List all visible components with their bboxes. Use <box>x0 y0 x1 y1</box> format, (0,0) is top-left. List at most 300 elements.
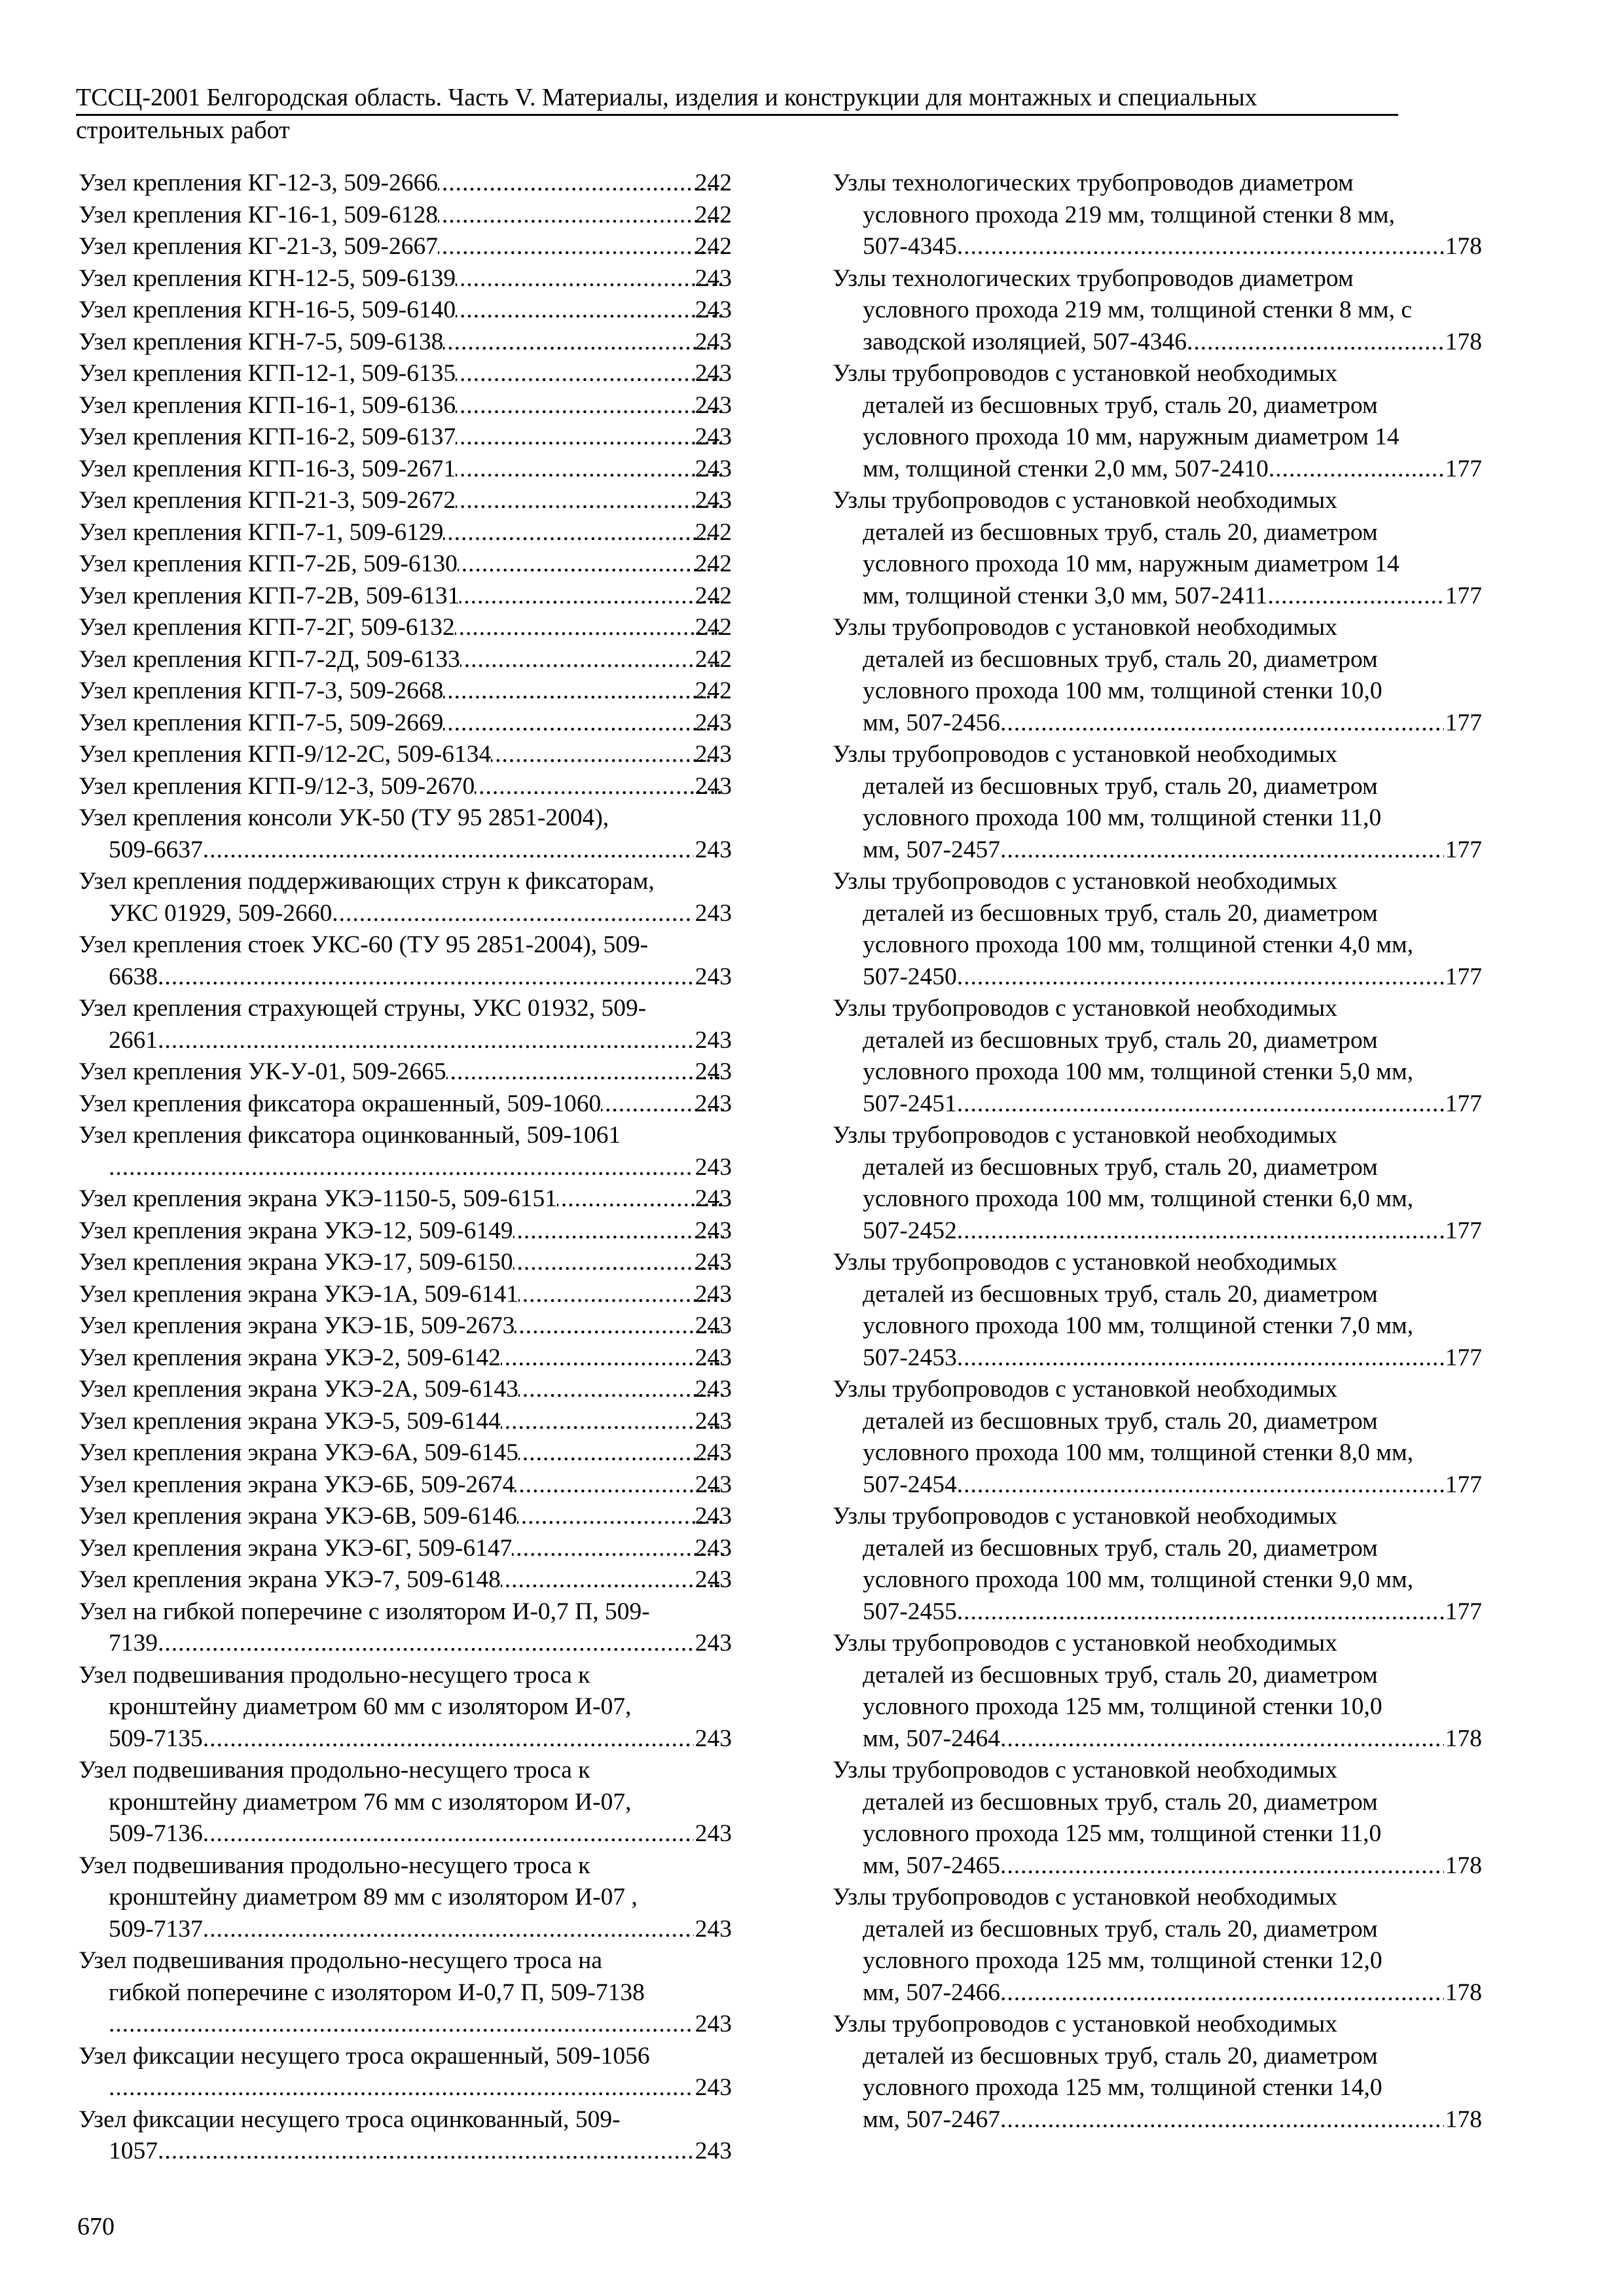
index-entry-text-line: Узел крепления экрана УКЭ-7, 509-6148 <box>79 1566 501 1593</box>
index-entry-text-line: Узлы трубопроводов с установкой необходимых <box>833 995 1338 1022</box>
index-entry <box>79 168 732 200</box>
index-entry-text-line: деталей из бесшовных труб, сталь 20, диаметром <box>863 1153 1378 1181</box>
index-entry-page: 243 <box>695 1725 732 1752</box>
dot-leader <box>957 961 1444 994</box>
index-entry-text-line: Узел крепления экрана УКЭ-1150-5, 509-6151 <box>79 1185 557 1212</box>
dot-leader <box>456 485 724 517</box>
index-entry-text-line: мм, 507-2464 <box>863 1725 1000 1752</box>
index-entry-text-line: Узел крепления экрана УКЭ-1А, 509-6141 <box>79 1280 518 1308</box>
index-entry-text-line: Узел крепления консоли УК-50 (ТУ 95 2851-2004), <box>79 804 609 831</box>
index-entry-text-line: Узел крепления экрана УКЭ-1Б, 509-2673 <box>79 1312 515 1339</box>
dot-leader <box>518 1279 724 1311</box>
index-entry-page: 243 <box>695 264 732 292</box>
index-entry <box>79 612 732 644</box>
dot-leader <box>456 454 724 486</box>
index-entry-text-line: Узел крепления КГП-7-2В, 509-6131 <box>79 582 460 609</box>
index-entry-text-line: мм, 507-2466 <box>863 1979 1000 2006</box>
index-entry-text-line: Узлы трубопроводов с установкой необходимых <box>833 741 1338 768</box>
index-entry <box>833 1628 1482 1755</box>
index-entry-text-line: условного прохода 100 мм, толщиной стенки 4,0 мм, <box>863 931 1414 958</box>
index-entry <box>833 993 1482 1120</box>
index-entry-page: 243 <box>695 1249 732 1276</box>
index-entry <box>79 1533 732 1565</box>
index-entry-text-line: Узлы трубопроводов с установкой необходимых <box>833 1884 1338 1910</box>
index-entry-text-line: Узел крепления стоек УКС-60 (ТУ 95 2851-2004), 509- <box>79 931 649 958</box>
dot-leader <box>443 675 723 708</box>
index-entry-text-line: мм, 507-2467 <box>863 2106 1000 2133</box>
index-entry-text-line: Узел подвешивания продольно-несущего троса к <box>79 1757 590 1784</box>
dot-leader <box>460 581 723 613</box>
index-entry <box>79 708 732 740</box>
index-entry-text-line: деталей из бесшовных труб, сталь 20, диаметром <box>863 899 1378 927</box>
index-entry-text-line: деталей из бесшовных труб, сталь 20, диаметром <box>863 518 1378 546</box>
dot-leader <box>203 1914 694 1946</box>
index-entry-text-line: 2661 <box>109 1026 158 1054</box>
index-entry <box>79 1183 732 1215</box>
index-entry <box>833 1374 1482 1501</box>
index-entry-text-line: Узел подвешивания продольно-несущего троса к <box>79 1852 590 1879</box>
index-entry-text-line: условного прохода 10 мм, наружным диаметром 14 <box>863 550 1399 577</box>
index-entry-text-line: Узел крепления экрана УКЭ-6Б, 509-2674 <box>79 1471 515 1498</box>
index-entry <box>79 2104 732 2168</box>
index-entry-page: 243 <box>695 1503 732 1530</box>
index-entry-text-line: 507-2452 <box>863 1217 957 1244</box>
index-entry <box>79 866 732 929</box>
dot-leader <box>455 612 724 644</box>
index-entry-page: 242 <box>695 614 732 641</box>
index-entry-text-line: Узлы трубопроводов с установкой необходимых <box>833 1376 1338 1403</box>
index-entry-page: 242 <box>695 677 732 704</box>
index-entry-text-line: Узел крепления фиксатора окрашенный, 509-1060 <box>79 1090 602 1117</box>
index-entry-text-line: Узлы трубопроводов с установкой необходимых <box>833 1122 1338 1149</box>
index-entry <box>79 993 732 1056</box>
index-entry <box>79 1755 732 1850</box>
dot-leader <box>456 263 724 295</box>
index-entry-text-line: 509-7135 <box>109 1725 203 1752</box>
index-entry-page: 243 <box>695 1407 732 1435</box>
index-entry-page: 243 <box>695 709 732 736</box>
index-entry <box>79 1596 732 1660</box>
index-column-right <box>833 168 1482 2136</box>
index-entry-page: 243 <box>695 1439 732 1466</box>
index-entry-text-line: Узлы трубопроводов с установкой необходимых <box>833 1249 1338 1276</box>
index-entry-text-line: 7139 <box>109 1630 158 1657</box>
index-entry-page: 243 <box>695 328 732 355</box>
dot-leader <box>1000 2104 1444 2136</box>
index-entry-page: 243 <box>695 455 732 482</box>
index-entry <box>79 327 732 359</box>
dot-leader <box>460 644 724 676</box>
index-entry-text-line: условного прохода 100 мм, толщиной стенки 9,0 мм, <box>863 1566 1414 1593</box>
index-entry-text-line: Узел крепления экрана УКЭ-2А, 509-6143 <box>79 1376 518 1403</box>
index-entry-text-line: деталей из бесшовных труб, сталь 20, диаметром <box>863 1026 1378 1054</box>
dot-leader <box>456 358 724 390</box>
index-entry-text-line: 507-2451 <box>863 1090 957 1117</box>
index-entry-text-line: условного прохода 125 мм, толщиной стенки 14,0 <box>863 2074 1382 2101</box>
index-entry-page: 243 <box>695 1471 732 1498</box>
dot-leader <box>501 1564 724 1596</box>
index-entry-text-line: деталей из бесшовных труб, сталь 20, диаметром <box>863 772 1378 800</box>
dot-leader <box>1000 1850 1444 1882</box>
index-entry-page: 177 <box>1445 963 1482 990</box>
index-entry <box>79 1342 732 1374</box>
index-entry <box>833 1882 1482 2009</box>
index-entry-page: 243 <box>695 836 732 863</box>
index-entry-text-line: Узлы трубопроводов с установкой необходимых <box>833 614 1338 641</box>
index-entry <box>833 1501 1482 1628</box>
index-entry-page: 178 <box>1445 1852 1482 1879</box>
index-entry-text-line: заводской изоляцией, 507-4346 <box>863 328 1187 355</box>
index-entry-page: 242 <box>695 233 732 260</box>
dot-leader <box>438 168 724 200</box>
index-entry-text-line: Узел крепления КГП-9/12-2С, 509-6134 <box>79 741 492 768</box>
index-entry-page: 242 <box>695 550 732 577</box>
index-entry-text-line: условного прохода 100 мм, толщиной стенки 11,0 <box>863 804 1382 831</box>
index-entry-text-line: условного прохода 10 мм, наружным диаметром 14 <box>863 423 1399 450</box>
index-entry-text-line: кронштейну диаметром 60 мм с изолятором И-07, <box>109 1693 632 1720</box>
index-entry-page: 177 <box>1445 1090 1482 1117</box>
dot-leader <box>957 231 1444 263</box>
index-entry-page: 243 <box>695 1344 732 1371</box>
index-entry <box>79 485 732 517</box>
index-entry-page: 243 <box>695 1566 732 1593</box>
index-entry-text-line: 507-2450 <box>863 963 957 990</box>
index-entry <box>79 295 732 327</box>
index-entry <box>79 200 732 232</box>
index-entry <box>833 2009 1482 2136</box>
index-entry <box>79 1564 732 1596</box>
index-entry-page: 177 <box>1445 1344 1482 1371</box>
index-entry-page: 243 <box>695 772 732 800</box>
index-entry <box>79 454 732 486</box>
dot-leader <box>513 1215 724 1247</box>
index-entry <box>833 485 1482 612</box>
index-entry-page: 178 <box>1445 328 1482 355</box>
index-entry <box>79 1501 732 1533</box>
index-entry-text-line: Узел крепления КГН-16-5, 509-6140 <box>79 296 456 323</box>
index-entry <box>79 929 732 993</box>
index-entry-page: 178 <box>1445 1979 1482 2006</box>
dot-leader <box>109 2072 694 2104</box>
index-entry-page: 177 <box>1445 582 1482 609</box>
index-entry <box>79 1088 732 1121</box>
index-entry-text-line: условного прохода 100 мм, толщиной стенки 10,0 <box>863 677 1382 704</box>
index-entry <box>79 802 732 866</box>
index-entry-text-line: условного прохода 100 мм, толщиной стенки 7,0 мм, <box>863 1312 1414 1339</box>
index-entry-text-line: Узел крепления фиксатора оцинкованный, 509-1061 <box>79 1122 621 1149</box>
index-entry-text-line: Узел крепления КГП-16-1, 509-6136 <box>79 391 456 419</box>
index-entry-text-line: Узел подвешивания продольно-несущего троса на <box>79 1947 603 1974</box>
index-entry-text-line: условного прохода 125 мм, толщиной стенки 12,0 <box>863 1947 1382 1974</box>
index-entry-page: 243 <box>695 1058 732 1085</box>
dot-leader <box>501 1342 724 1374</box>
index-entry-text-line: 1057 <box>109 2138 158 2164</box>
dot-leader <box>443 517 723 549</box>
index-entry-text-line: Узел крепления УК-У-01, 509-2665 <box>79 1058 446 1085</box>
index-entry-text-line: деталей из бесшовных труб, сталь 20, диаметром <box>863 1407 1378 1435</box>
index-entry-text-line: Узлы трубопроводов с установкой необходимых <box>833 868 1338 895</box>
index-entry <box>79 581 732 613</box>
dot-leader <box>446 1056 724 1088</box>
index-entry-text-line: Узел крепления КГП-7-2Г, 509-6132 <box>79 614 455 641</box>
index-entry <box>79 771 732 803</box>
dot-leader <box>517 1501 724 1533</box>
index-entry-text-line: Узел крепления КГП-7-3, 509-2668 <box>79 677 444 704</box>
index-entry <box>79 1374 732 1406</box>
index-entry <box>79 1660 732 1755</box>
dot-leader <box>203 834 694 867</box>
dot-leader <box>1000 708 1444 740</box>
dot-leader <box>957 1088 1444 1121</box>
index-entry-page: 242 <box>695 582 732 609</box>
index-entry <box>79 1310 732 1342</box>
index-entry-page: 177 <box>1445 1217 1482 1244</box>
index-entry-text-line: Узел крепления КГП-7-2Д, 509-6133 <box>79 645 460 673</box>
index-entry-page: 243 <box>695 1630 732 1657</box>
index-entry-text-line: Узел крепления КГ-21-3, 509-2667 <box>79 233 439 260</box>
index-entry-text-line: Узел крепления поддерживающих струн к фиксаторам, <box>79 868 655 895</box>
index-entry-text-line: Узел фиксации несущего троса окрашенный, 509-1056 <box>79 2042 650 2070</box>
dot-leader <box>332 898 693 930</box>
index-entry-text-line: Узел крепления экрана УКЭ-12, 509-6149 <box>79 1217 513 1244</box>
index-entry-text-line: кронштейну диаметром 89 мм с изолятором И-07 , <box>109 1884 638 1910</box>
index-entry-text-line: условного прохода 125 мм, толщиной стенки 10,0 <box>863 1693 1382 1720</box>
index-entry <box>79 517 732 549</box>
index-entry <box>833 866 1482 993</box>
index-entry-text-line: Узлы трубопроводов с установкой необходимых <box>833 1757 1338 1784</box>
index-entry-text-line: 6638 <box>109 963 158 990</box>
running-header <box>76 82 1398 145</box>
index-entry-text-line: деталей из бесшовных труб, сталь 20, диаметром <box>863 1280 1378 1308</box>
index-entry <box>833 739 1482 866</box>
index-entry-text-line: условного прохода 100 мм, толщиной стенки 8,0 мм, <box>863 1439 1414 1466</box>
index-entry <box>79 1279 732 1311</box>
dot-leader <box>957 1469 1444 1501</box>
index-entry-text-line: Узлы технологических трубопроводов диаметром <box>833 264 1354 292</box>
index-entry-text-line: условного прохода 125 мм, толщиной стенки 11,0 <box>863 1820 1382 1847</box>
index-entry <box>79 358 732 390</box>
index-entry-text-line: Узел на гибкой поперечине с изолятором И-0,7 П, 509- <box>79 1598 650 1625</box>
index-entry-page: 177 <box>1445 1598 1482 1625</box>
index-entry-page: 243 <box>695 1820 732 1847</box>
dot-leader <box>1000 1723 1444 1755</box>
index-entry-text-line: Узел крепления КГП-16-2, 509-6137 <box>79 423 456 450</box>
index-entry-page: 243 <box>695 1185 732 1212</box>
index-entry-text-line: Узлы трубопроводов с установкой необходимых <box>833 1503 1338 1530</box>
dot-leader <box>443 327 723 359</box>
index-entry-page: 243 <box>695 741 732 768</box>
dot-leader <box>1269 454 1444 486</box>
index-entry-text-line: Узел крепления КГП-7-1, 509-6129 <box>79 518 444 546</box>
index-entry <box>833 1755 1482 1882</box>
index-entry <box>833 168 1482 263</box>
index-entry-page: 243 <box>695 899 732 927</box>
index-entry-page: 243 <box>695 1026 732 1054</box>
header-title-line1: ТССЦ-2001 Белгородская область. Часть V. Материалы, изделия и конструкции для монтажных и специальных <box>76 84 1257 111</box>
index-entry-page: 177 <box>1445 455 1482 482</box>
index-entry-page: 243 <box>695 1090 732 1117</box>
index-entry <box>79 739 732 771</box>
index-entry-text-line: Узлы трубопроводов с установкой необходимых <box>833 2011 1338 2037</box>
index-entry-text-line: Узлы трубопроводов с установкой необходимых <box>833 360 1338 387</box>
index-entry-text-line: Узел крепления экрана УКЭ-6А, 509-6145 <box>79 1439 518 1466</box>
index-entry-page: 243 <box>695 1915 732 1943</box>
dot-leader <box>203 1818 694 1850</box>
index-entry-text-line: 507-2453 <box>863 1344 957 1371</box>
dot-leader <box>443 708 723 740</box>
index-entry <box>79 422 732 454</box>
index-entry <box>833 1120 1482 1247</box>
index-entry-text-line: Узел крепления КГН-12-5, 509-6139 <box>79 264 456 292</box>
index-entry-text-line: Узел крепления КГП-7-5, 509-2669 <box>79 709 444 736</box>
index-entry-page: 243 <box>695 1376 732 1403</box>
index-entry-page: 243 <box>695 423 732 450</box>
dot-leader <box>456 422 724 454</box>
index-entry <box>833 612 1482 739</box>
dot-leader <box>1000 834 1444 867</box>
index-entry-page: 243 <box>695 360 732 387</box>
index-entry <box>79 1247 732 1279</box>
index-entry-page: 242 <box>695 170 732 196</box>
dot-leader <box>203 1723 694 1755</box>
index-entry <box>79 1945 732 2041</box>
index-entry-text-line: условного прохода 100 мм, толщиной стенки 5,0 мм, <box>863 1058 1414 1085</box>
index-entry-text-line: условного прохода 219 мм, толщиной стенки 8 мм, <box>863 201 1395 228</box>
index-entry-page: 178 <box>1445 2106 1482 2133</box>
index-entry-text-line: 509-7137 <box>109 1915 203 1943</box>
index-entry-page: 243 <box>695 1312 732 1339</box>
index-entry-text-line: деталей из бесшовных труб, сталь 20, диаметром <box>863 1915 1378 1943</box>
index-entry-text-line: Узлы технологических трубопроводов диаметром <box>833 170 1354 196</box>
index-entry-page: 177 <box>1445 1471 1482 1498</box>
index-entry-text-line: УКС 01929, 509-2660 <box>109 899 333 927</box>
index-entry <box>79 548 732 581</box>
index-entry <box>79 1120 732 1183</box>
index-entry-text-line: мм, толщиной стенки 3,0 мм, 507-2411 <box>863 582 1268 609</box>
index-entry-page: 243 <box>695 963 732 990</box>
index-entry-page: 178 <box>1445 1725 1482 1752</box>
index-entry <box>79 1056 732 1088</box>
dot-leader <box>475 771 723 803</box>
index-entry-text-line: Узлы трубопроводов с установкой необходимых <box>833 1630 1338 1657</box>
index-entry-text-line: Узел крепления КГ-16-1, 509-6128 <box>79 201 439 228</box>
page-number: 670 <box>77 2213 115 2240</box>
index-entry-page: 242 <box>695 518 732 546</box>
dot-leader <box>158 961 694 994</box>
dot-leader <box>109 2009 694 2041</box>
index-entry <box>79 2041 732 2104</box>
dot-leader <box>957 1215 1444 1247</box>
index-entry-text-line: Узел фиксации несущего троса оцинкованный, 509- <box>79 2106 621 2133</box>
index-entry-text-line: Узел подвешивания продольно-несущего троса к <box>79 1661 590 1689</box>
index-entry-text-line: Узел крепления КГ-12-3, 509-2666 <box>79 170 439 196</box>
index-entry-page: 243 <box>695 1280 732 1308</box>
dot-leader <box>1000 1977 1444 2009</box>
dot-leader <box>456 390 724 422</box>
index-entry-page: 177 <box>1445 709 1482 736</box>
index-entry <box>79 1406 732 1438</box>
dot-leader <box>518 1437 724 1469</box>
index-entry-text-line: условного прохода 219 мм, толщиной стенки 8 мм, с <box>863 296 1412 323</box>
index-entry-text-line: 507-2454 <box>863 1471 957 1498</box>
dot-leader <box>438 231 724 263</box>
index-entry-text-line: 507-4345 <box>863 233 957 260</box>
dot-leader <box>513 1247 724 1279</box>
index-entry <box>833 263 1482 359</box>
dot-leader <box>1187 327 1444 359</box>
index-entry-text-line: Узел крепления экрана УКЭ-6Г, 509-6147 <box>79 1534 513 1562</box>
dot-leader <box>438 200 724 232</box>
header-title-line2: строительных работ <box>76 117 290 144</box>
index-entry-page: 177 <box>1445 836 1482 863</box>
index-entry-text-line: Узел крепления КГП-7-2Б, 509-6130 <box>79 550 458 577</box>
index-entry <box>79 675 732 708</box>
dot-leader <box>491 739 723 771</box>
index-entry-page: 243 <box>695 296 732 323</box>
index-entry-text-line: Узел крепления КГП-21-3, 509-2672 <box>79 487 456 514</box>
dot-leader <box>518 1374 724 1406</box>
index-entry <box>79 1437 732 1469</box>
dot-leader <box>957 1596 1444 1628</box>
dot-leader <box>458 548 724 581</box>
index-entry-page: 178 <box>1445 233 1482 260</box>
index-entry-page: 243 <box>695 1153 732 1181</box>
index-entry <box>79 1215 732 1247</box>
dot-leader <box>456 295 724 327</box>
index-entry-text-line: мм, толщиной стенки 2,0 мм, 507-2410 <box>863 455 1269 482</box>
index-entry-text-line: Узлы трубопроводов с установкой необходимых <box>833 487 1338 514</box>
index-entry-page: 243 <box>695 487 732 514</box>
dot-leader <box>514 1310 723 1342</box>
index-entry-text-line: деталей из бесшовных труб, сталь 20, диаметром <box>863 1661 1378 1689</box>
dot-leader <box>501 1406 724 1438</box>
index-entry <box>833 358 1482 485</box>
index-entry-text-line: Узел крепления экрана УКЭ-6В, 509-6146 <box>79 1503 517 1530</box>
dot-leader <box>512 1533 723 1565</box>
dot-leader <box>957 1342 1444 1374</box>
index-entry-text-line: мм, 507-2465 <box>863 1852 1000 1879</box>
index-entry-text-line: мм, 507-2457 <box>863 836 1000 863</box>
dot-leader <box>158 1025 694 1057</box>
index-entry-page: 243 <box>695 2011 732 2037</box>
index-entry-text-line: деталей из бесшовных труб, сталь 20, диаметром <box>863 645 1378 673</box>
index-entry-text-line: 509-6637 <box>109 836 203 863</box>
dot-leader <box>1268 581 1444 613</box>
index-entry-page: 243 <box>695 1217 732 1244</box>
dot-leader <box>158 1628 694 1660</box>
dot-leader <box>158 2136 694 2168</box>
index-entry-text-line: деталей из бесшовных труб, сталь 20, диаметром <box>863 2042 1378 2070</box>
index-entry-text-line: гибкой поперечине с изолятором И-0,7 П, 509-7138 <box>109 1979 645 2006</box>
index-column-left <box>79 168 732 2168</box>
index-entry <box>79 644 732 676</box>
index-entry-page: 242 <box>695 201 732 228</box>
dot-leader <box>514 1469 723 1501</box>
index-entry-text-line: Узел крепления страхующей струны, УКС 01932, 509- <box>79 995 647 1022</box>
index-entry-page: 243 <box>695 391 732 419</box>
index-entry-text-line: Узел крепления КГП-9/12-3, 509-2670 <box>79 772 475 800</box>
index-entry <box>79 231 732 263</box>
index-entry-text-line: кронштейну диаметром 76 мм с изолятором И-07, <box>109 1788 632 1816</box>
index-entry-text-line: условного прохода 100 мм, толщиной стенки 6,0 мм, <box>863 1185 1414 1212</box>
index-entry <box>79 390 732 422</box>
index-entry <box>79 1469 732 1501</box>
index-entry-text-line: Узел крепления КГН-7-5, 509-6138 <box>79 328 444 355</box>
index-entry-text-line: деталей из бесшовных труб, сталь 20, диаметром <box>863 1788 1378 1816</box>
index-entry-text-line: Узел крепления экрана УКЭ-5, 509-6144 <box>79 1407 501 1435</box>
index-entry-text-line: 509-7136 <box>109 1820 203 1847</box>
index-entry-text-line: деталей из бесшовных труб, сталь 20, диаметром <box>863 391 1378 419</box>
